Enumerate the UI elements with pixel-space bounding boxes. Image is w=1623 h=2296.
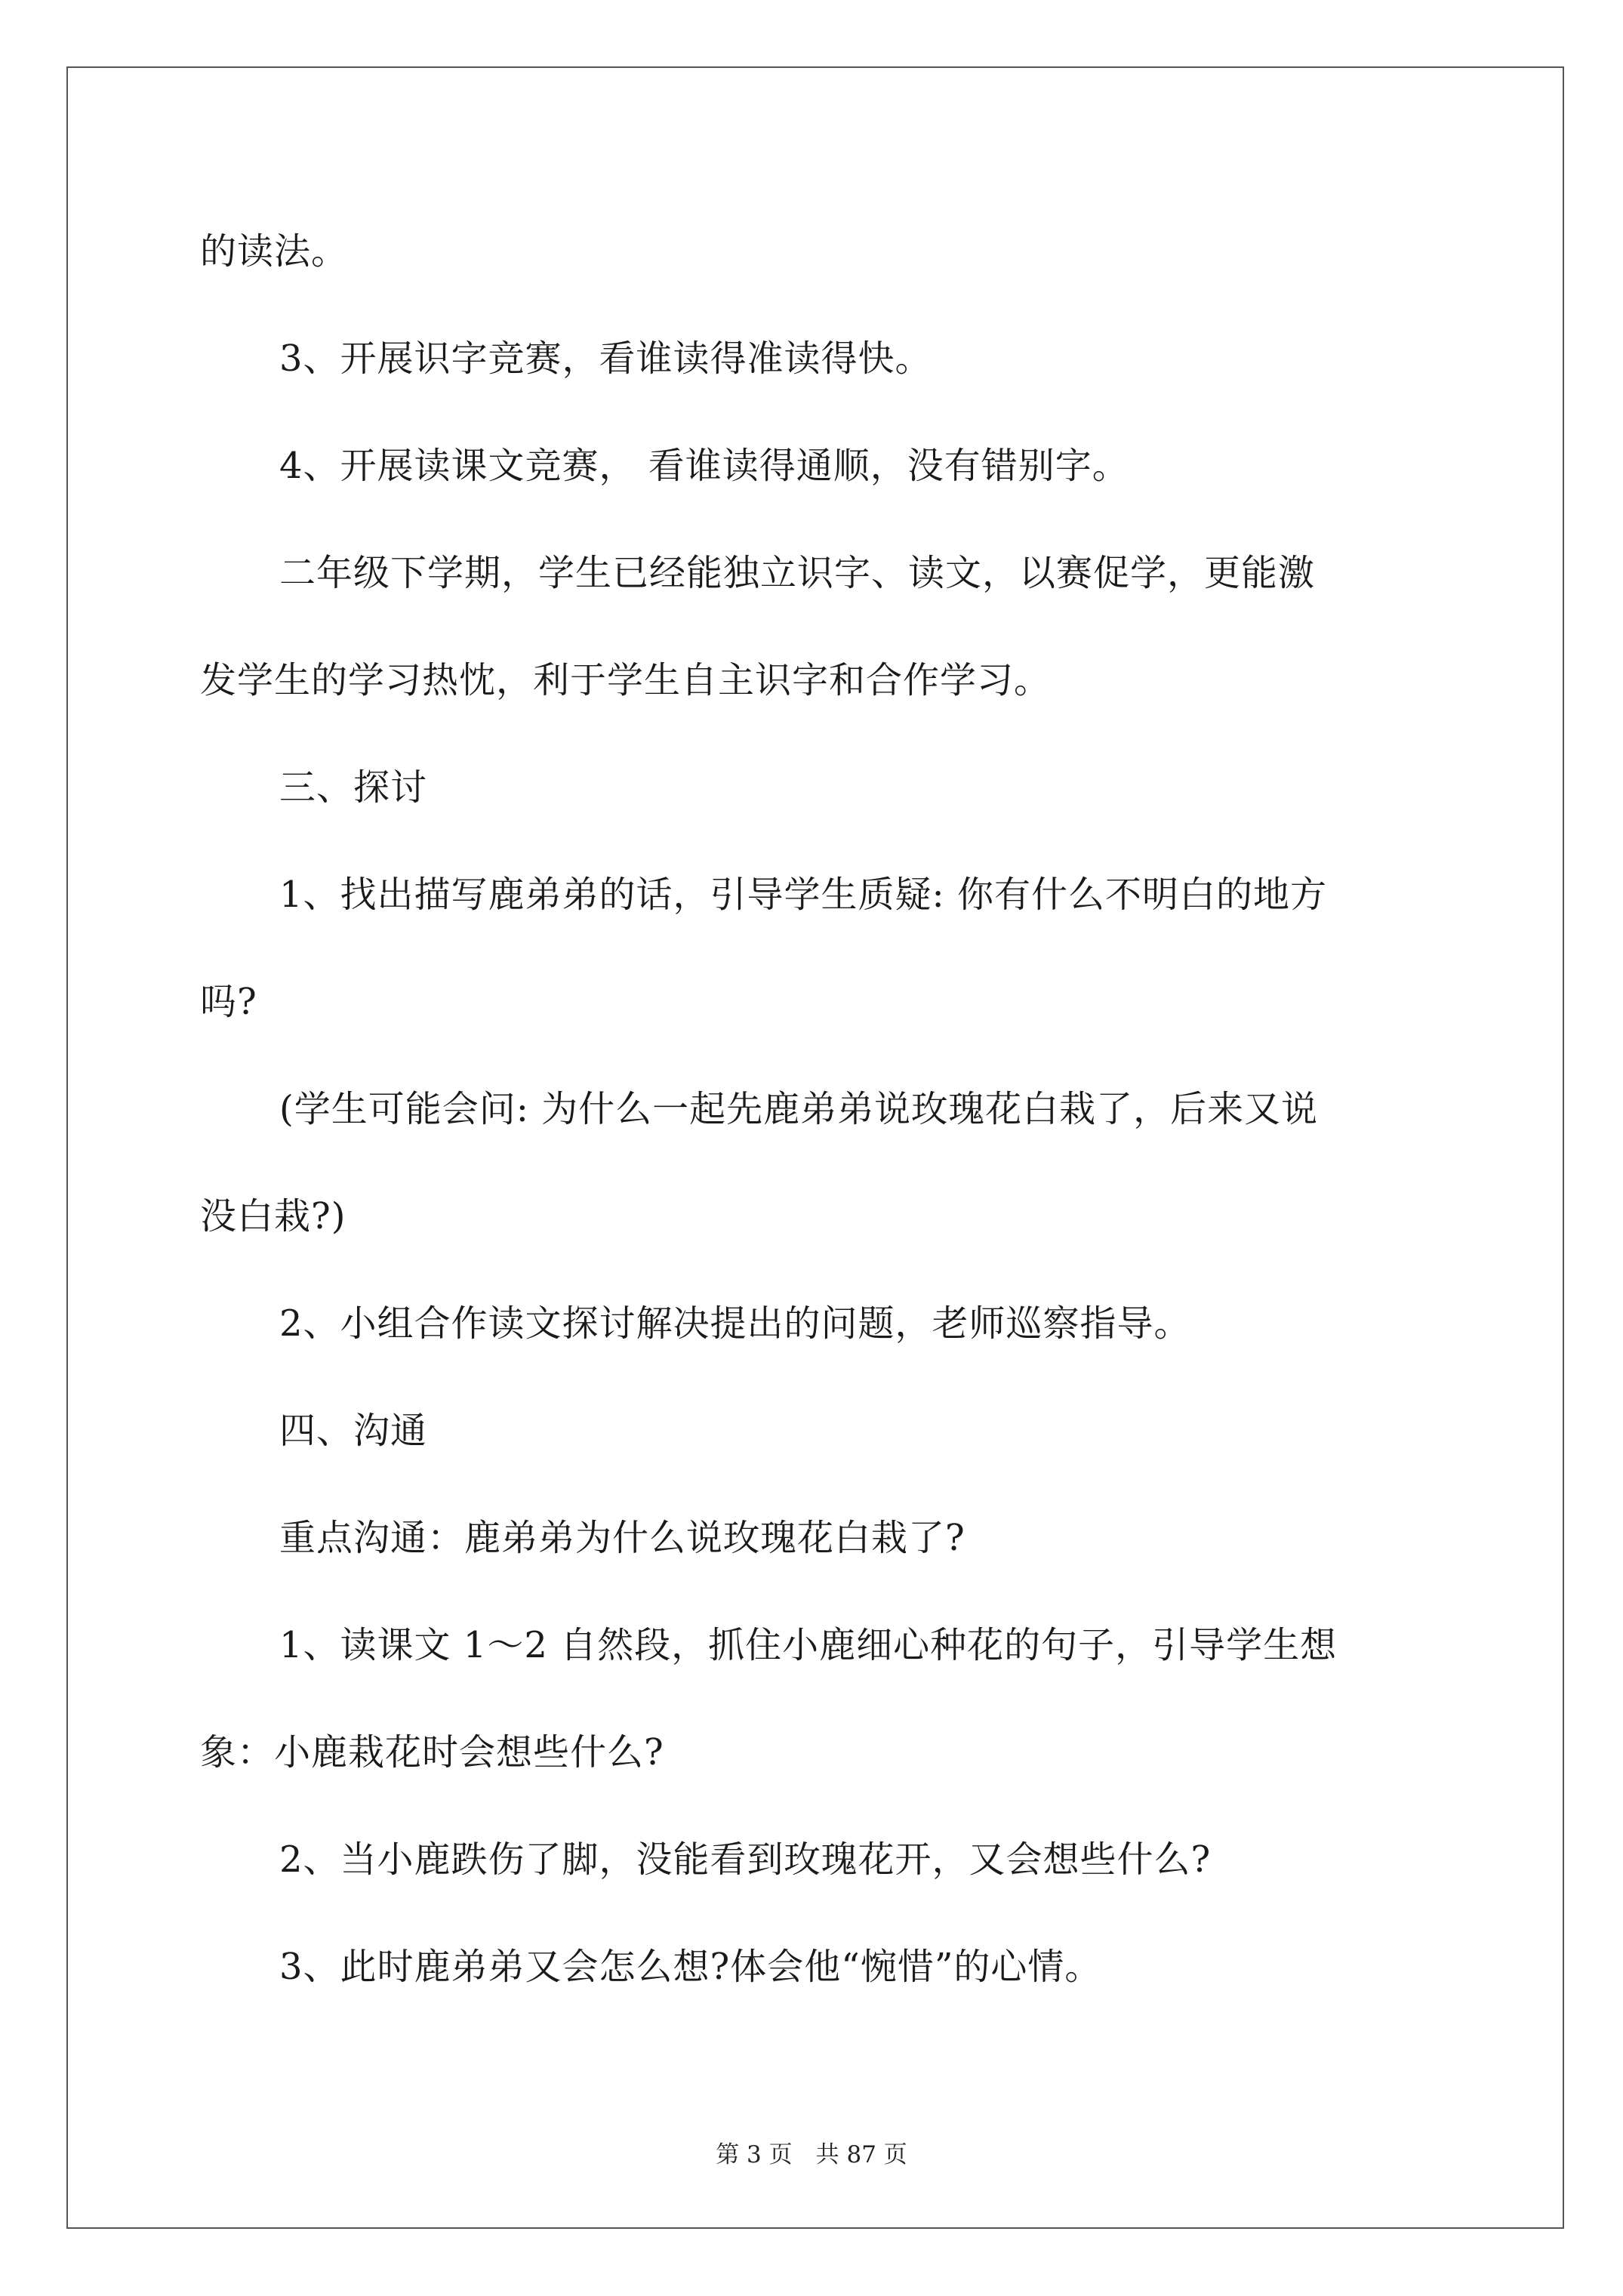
text-line: 4、开展读课文竞赛， 看谁读得通顺，没有错别字。 xyxy=(279,445,1129,487)
text-line: 1、读课文 1～2 自然段，抓住小鹿细心种花的句子，引导学生想 xyxy=(279,1624,1338,1666)
text-line: 1、找出描写鹿弟弟的话，引导学生质疑: 你有什么不明白的地方 xyxy=(279,874,1327,916)
text-line: 3、开展识字竞赛，看谁读得准读得快。 xyxy=(279,337,932,380)
text-line: (学生可能会问: 为什么一起先鹿弟弟说玫瑰花白栽了，后来又说 xyxy=(279,1088,1319,1130)
text-line: 吗? xyxy=(200,981,257,1023)
text-line: 二年级下学期，学生已经能独立识字、读文，以赛促学，更能激 xyxy=(279,552,1316,594)
text-line: 重点沟通：鹿弟弟为什么说玫瑰花白栽了? xyxy=(279,1517,965,1559)
text-line: 2、当小鹿跌伤了脚，没能看到玫瑰花开，又会想些什么? xyxy=(279,1838,1212,1881)
page-number: 第 3 页 共 87 页 xyxy=(716,2141,907,2168)
text-line: 发学生的学习热忱，利于学生自主识字和合作学习。 xyxy=(200,659,1052,701)
text-line: 3、此时鹿弟弟又会怎么想?体会他“惋惜”的心情。 xyxy=(279,1946,1102,1988)
section-heading: 四、沟通 xyxy=(279,1410,428,1452)
text-line: 2、小组合作读文探讨解决提出的问题，老师巡察指导。 xyxy=(279,1302,1191,1345)
text-line: 象：小鹿栽花时会想些什么? xyxy=(200,1731,664,1774)
section-heading: 三、探讨 xyxy=(279,766,428,809)
text-line: 的读法。 xyxy=(200,230,349,273)
page-border xyxy=(66,66,1564,2229)
text-line: 没白栽?) xyxy=(200,1195,346,1237)
